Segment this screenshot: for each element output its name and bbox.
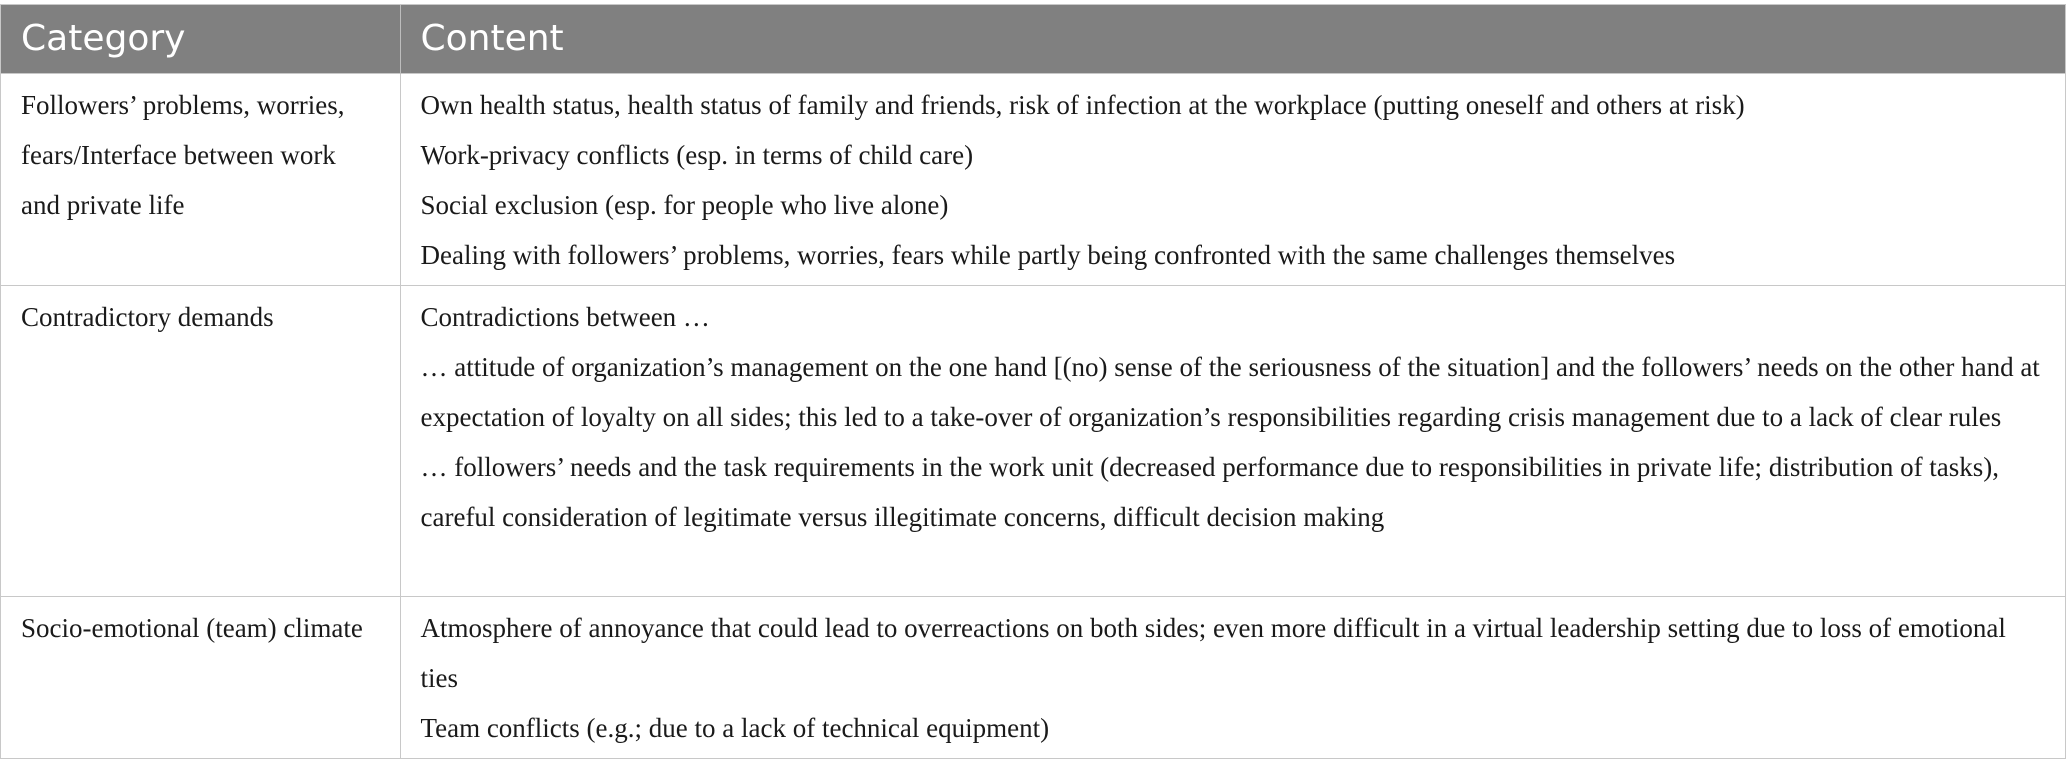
content-line: Own health status, health status of family and friends, risk of infection at the workplace (putting oneself and others at risk) (420, 89, 1745, 120)
column-header-content: Content (400, 5, 2065, 73)
row-content-cell (400, 285, 2065, 596)
table-header (1, 5, 2065, 73)
data-table-container (0, 4, 2066, 759)
row-category-cell: Contradictory demands (1, 285, 400, 596)
table-body (1, 73, 2065, 758)
content-line: … followers’ needs and the task requirements in the work unit (decreased performance due to responsibilities in private life; distribution of tasks), careful consideration of legitimate versus illegitimate concerns, difficult decision making (420, 451, 2000, 532)
column-header-category: Category (1, 5, 400, 73)
table-row (1, 285, 2065, 596)
table-row (1, 73, 2065, 285)
header-row (1, 5, 2065, 73)
data-table (1, 5, 2065, 758)
row-content-cell (400, 596, 2065, 758)
content-line: Social exclusion (esp. for people who live alone) (420, 189, 949, 220)
table-row (1, 596, 2065, 758)
content-line: Atmosphere of annoyance that could lead to overreactions on both sides; even more difficult in a virtual leadership setting due to loss of emotional ties (420, 612, 2006, 693)
row-category-cell: Followers’ problems, worries, fears/Interface between work and private life (1, 73, 400, 285)
content-line: Work-privacy conflicts (esp. in terms of child care) (420, 139, 974, 170)
content-line: Dealing with followers’ problems, worries, fears while partly being confronted with the same challenges themselves (420, 239, 1676, 270)
content-line: Team conflicts (e.g.; due to a lack of technical equipment) (420, 712, 1050, 743)
content-line: Contradictions between … (420, 301, 710, 332)
content-line: … attitude of organization’s management on the one hand [(no) sense of the seriousness of the situation] and the followers’ needs on the other hand at expectation of loyalty on all sides; this led to a take-over of organization’s responsibilities regarding crisis management due to a lack of clear rules (420, 351, 2040, 432)
row-category-cell: Socio-emotional (team) climate (1, 596, 400, 758)
row-content-cell (400, 73, 2065, 285)
